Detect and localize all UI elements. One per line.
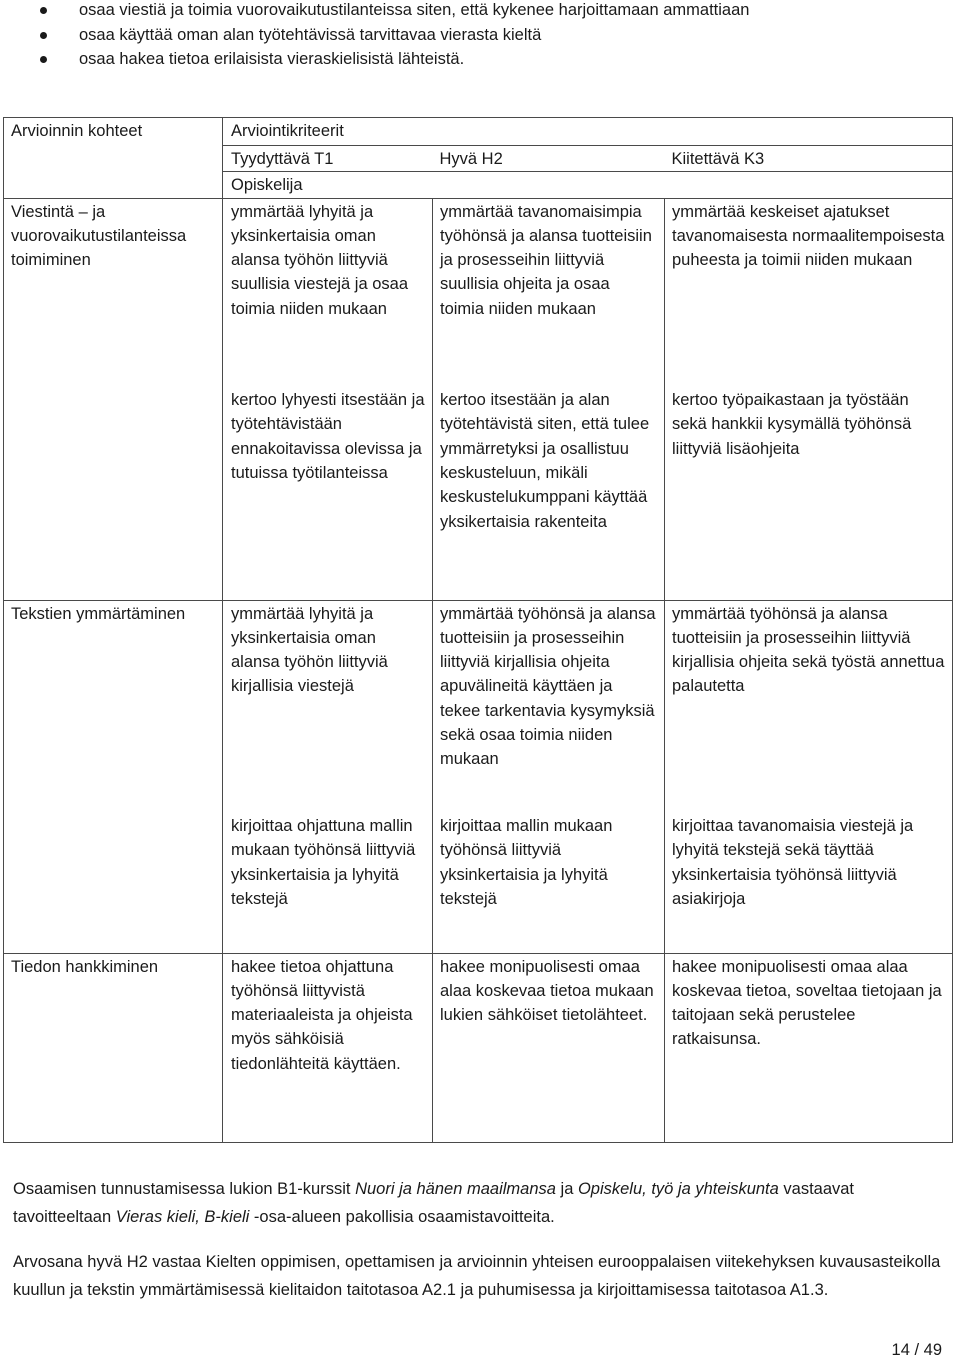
page-number: 14 / 49 [891,1341,942,1359]
cell-t1: ymmärtää lyhyitä ja yksinkertaisia oman alansa työhön liittyviä kirjallisia viestejä [223,600,433,813]
bullet-icon [40,7,47,14]
table-row [4,198,953,387]
grade-note: Arvosana hyvä H2 vastaa Kielten oppimisen, opettamisen ja arvioinnin yhteisen eurooppalaisen viitekehyksen kuvausasteikolla kuullun ja tekstin ymmärtämisessä kielitaidon taitotasoa A2.1 ja puhumisessa ja kirjoittamisessa taitotasoa A1.3. [13,1253,941,1299]
cell-t1: kirjoittaa ohjattuna mallin mukaan työhönsä liittyviä yksinkertaisia ja lyhyitä tekstejä [223,813,433,953]
table-row [4,387,953,600]
header-criteria: Arviointikriteerit [223,118,953,146]
level-k3: Kiitettävä K3 [665,146,953,172]
student-label: Opiskelija [223,172,953,198]
table-row [4,600,953,813]
row-target: Tekstien ymmärtäminen [4,600,223,813]
cell-k3: ymmärtää työhönsä ja alansa tuotteisiin ja prosesseihin liittyviä kirjallisia ohjeita sekä työstä annettua palautetta [665,600,953,813]
recognition-note: Osaamisen tunnustamisessa lukion B1-kurssit Nuori ja hänen maailmansa ja Opiskelu, työ ja yhteiskunta vastaavat tavoitteeltaan Vieras kieli, B-kieli -osa-alueen pakollisia osaamistavoitteita. [13,1180,855,1226]
row-target: Tiedon hankkiminen [4,953,223,1142]
row-target: Viestintä – ja vuorovaikutustilanteissa toimiminen [4,198,223,387]
list-item: osaa viestiä ja toimia vuorovaikutustilanteissa siten, että kykenee harjoittamaan ammattiaan [40,0,940,23]
course-title: Opiskelu, työ ja yhteiskunta [577,1180,779,1198]
level-t1: Tyydyttävä T1 [223,146,433,172]
cell-h2: kertoo itsestään ja alan työtehtävistä siten, että tulee ymmärretyksi ja osallistuu keskusteluun, mikäli keskustelukumppani käyttää yksikertaisia rakenteita [433,387,665,600]
cell-t1: ymmärtää lyhyitä ja yksinkertaisia oman alansa työhön liittyviä suullisia viestejä ja osaa toimia niiden mukaan [223,198,433,387]
table-row [4,813,953,953]
cell-t1: hakee tietoa ohjattuna työhönsä liittyvistä materiaaleista ja ohjeista myös sähköisiä tiedonlähteitä käyttäen. [223,953,433,1142]
cell-h2: ymmärtää tavanomaisimpia työhönsä ja alansa tuotteisiin ja prosesseihin liittyviä suullisia ohjeita ja osaa toimia niiden mukaan [433,198,665,387]
row-target [4,387,223,600]
cell-h2: ymmärtää työhönsä ja alansa tuotteisiin ja prosesseihin liittyviä kirjallisia ohjeita apuvälineitä käyttäen ja tekee tarkentavia kysymyksiä sekä osaa toimia niiden mukaan [433,600,665,813]
bullet-icon [40,32,47,39]
bullet-icon [40,56,47,63]
cell-h2: kirjoittaa mallin mukaan työhönsä liittyviä yksinkertaisia ja lyhyitä tekstejä [433,813,665,953]
course-title: Nuori ja hänen maailmansa [355,1180,556,1198]
cell-k3: ymmärtää keskeiset ajatukset tavanomaisesta normaalitempoisesta puheesta ja toimii niiden mukaan [665,198,953,387]
cell-k3: kirjoittaa tavanomaisia viestejä ja lyhyitä tekstejä sekä täyttää yksinkertaisia työhönsä liittyviä asiakirjoja [665,813,953,953]
cell-t1: kertoo lyhyesti itsestään ja työtehtävistään ennakoitavissa olevissa ja tutuissa työtilanteissa [223,387,433,600]
table-header-row [4,118,953,146]
cell-h2: hakee monipuolisesti omaa alaa koskevaa tietoa mukaan lukien sähköiset tietolähteet. [433,953,665,1142]
objectives-list [40,0,940,72]
table-row [4,953,953,1142]
list-item: osaa hakea tietoa erilaisista vieraskielisistä lähteistä. [40,47,940,72]
cell-k3: hakee monipuolisesti omaa alaa koskevaa tietoa, soveltaa tietojaan ja taitojaan sekä perustelee ratkaisunsa. [665,953,953,1142]
list-item: osaa käyttää oman alan työtehtävissä tarvittavaa vierasta kieltä [40,23,940,48]
header-targets: Arvioinnin kohteet [4,118,223,199]
course-title: Vieras kieli, B-kieli [115,1208,250,1226]
row-target [4,813,223,953]
cell-k3: kertoo työpaikastaan ja työstään sekä hankkii kysymällä työhönsä liittyviä lisäohjeita [665,387,953,600]
level-h2: Hyvä H2 [433,146,665,172]
assessment-criteria-table [3,117,953,1143]
